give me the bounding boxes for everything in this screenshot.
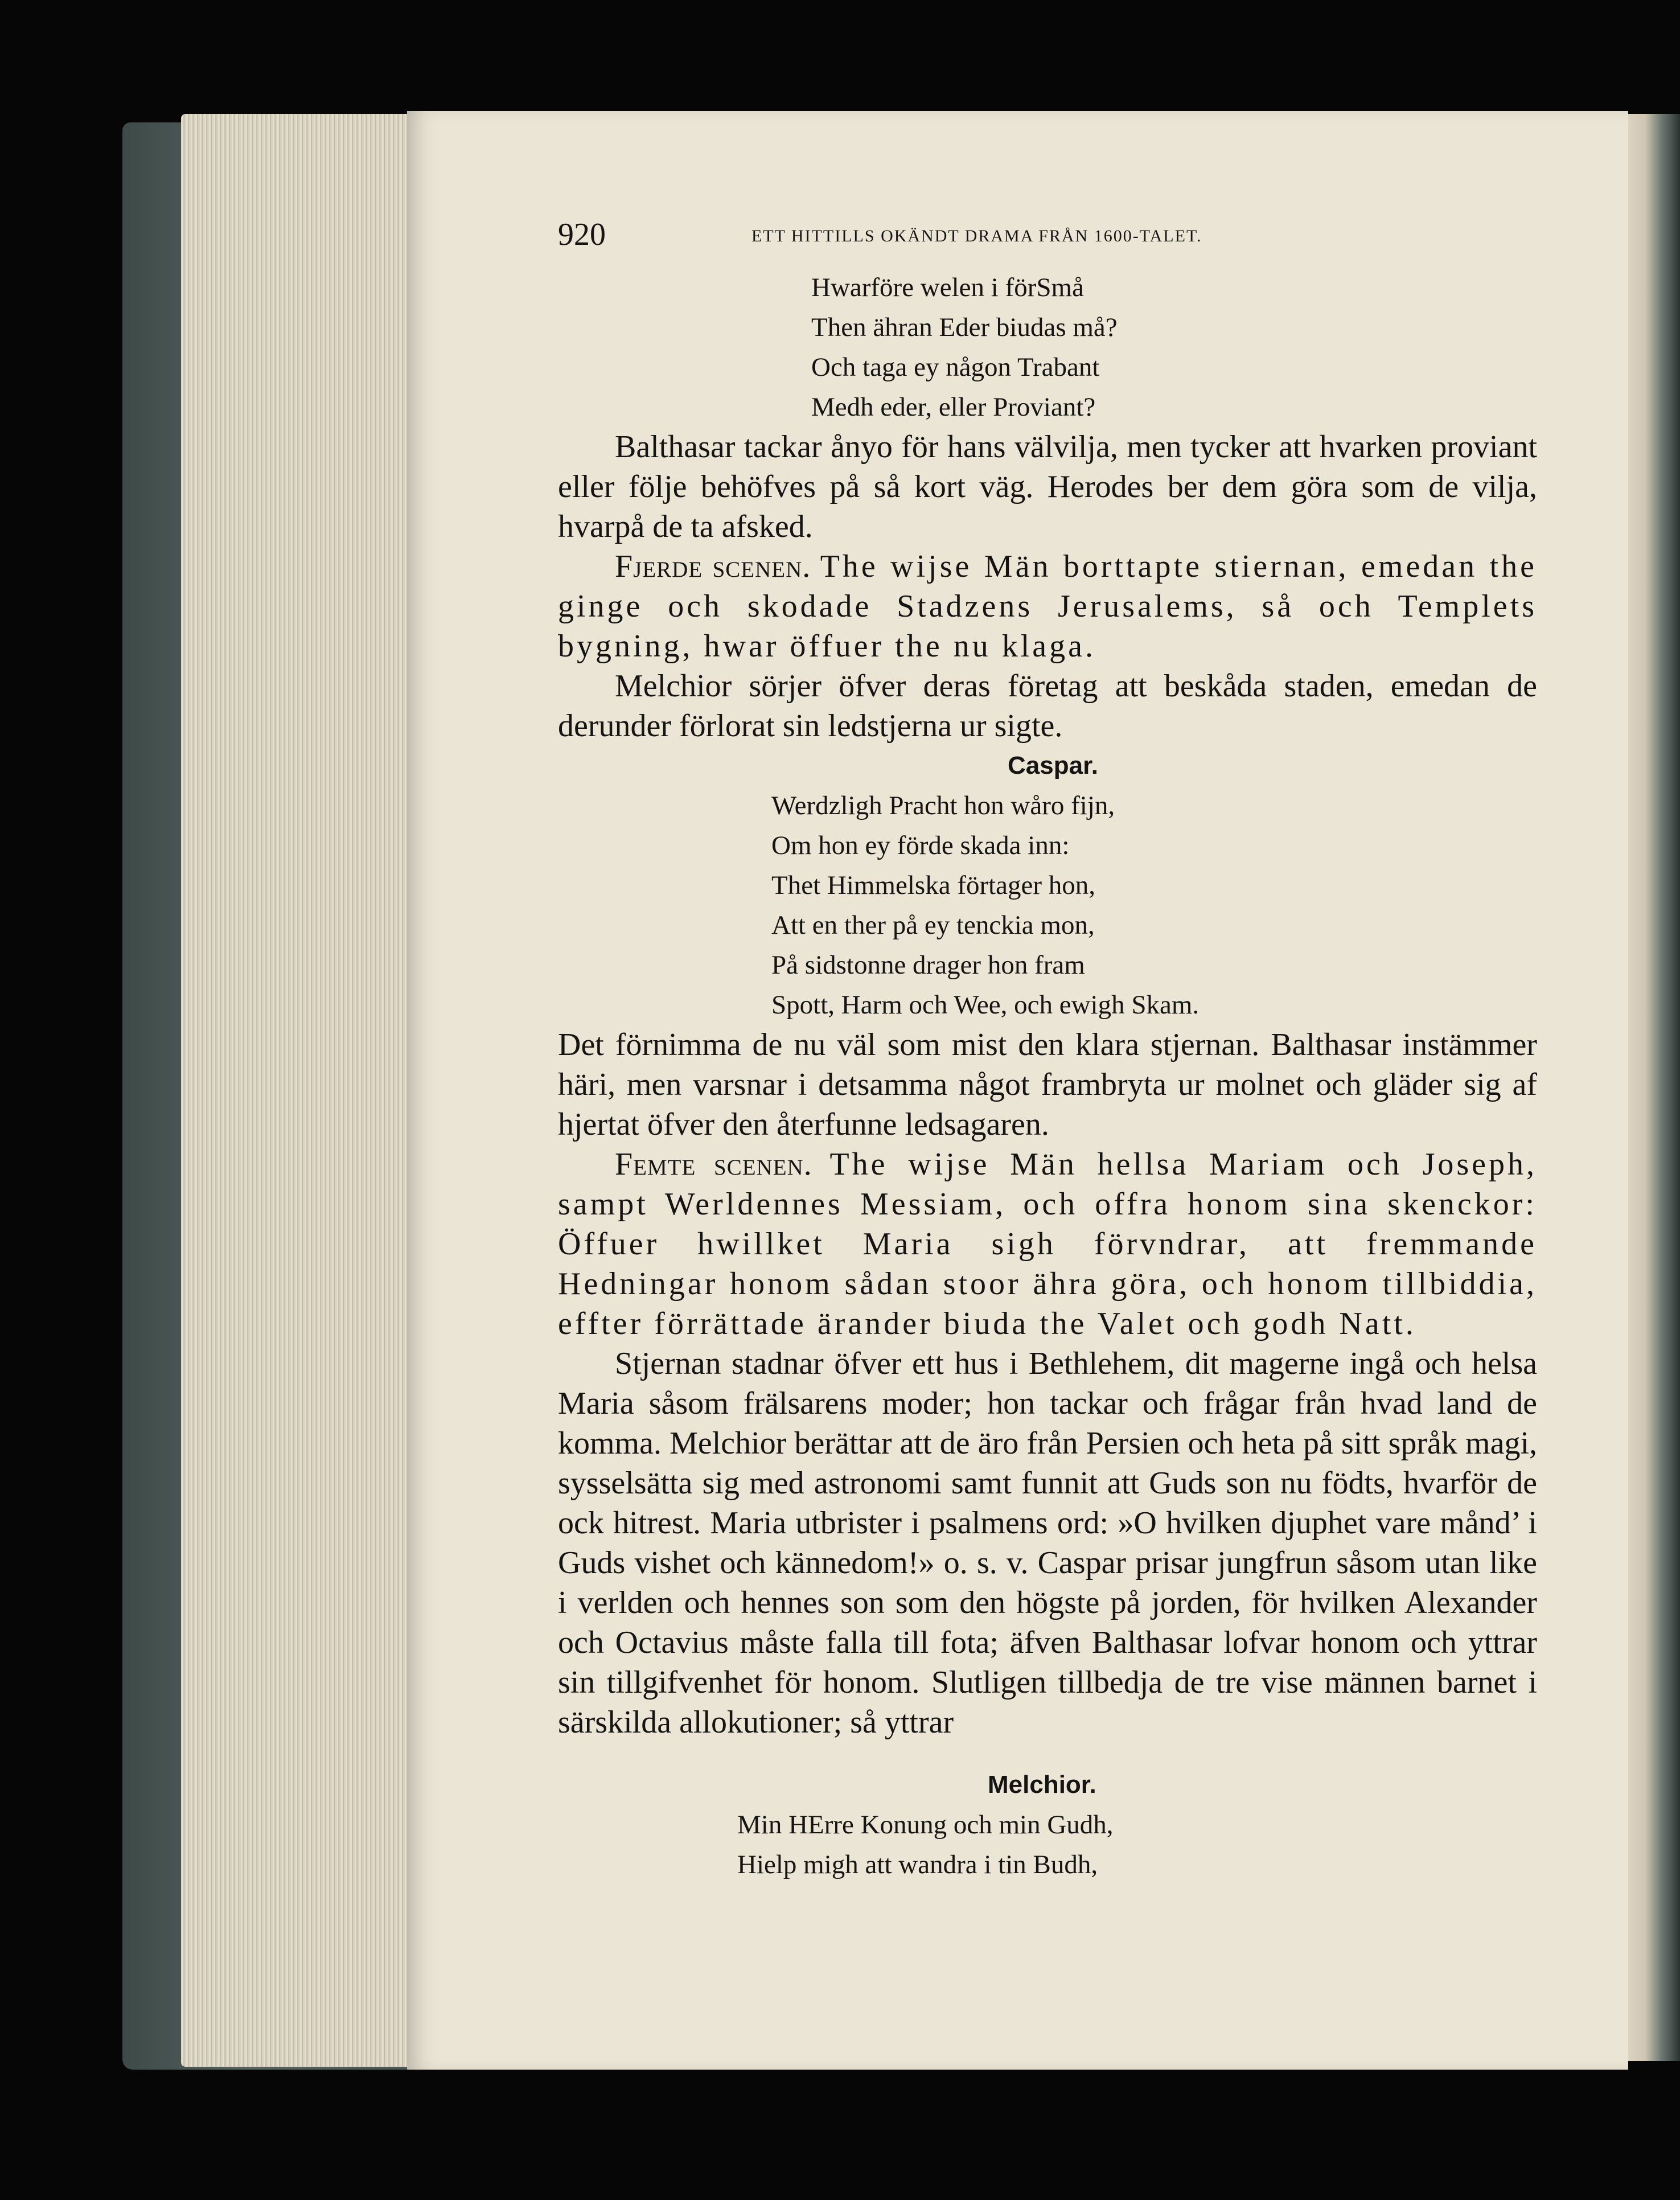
page-content (558, 216, 1537, 1885)
verse-line: Att en ther på ey tenckia mon, (771, 910, 1095, 940)
speaker-caspar: Caspar. (1008, 752, 1098, 779)
speaker-melchior: Melchior. (988, 1771, 1096, 1799)
verse-block-melchior (737, 1805, 1537, 1885)
verse-line: Thet Himmelska förtager hon, (771, 871, 1096, 900)
verse-line: Werdzligh Pracht hon wåro fijn, (771, 791, 1115, 820)
verse-block-caspar (771, 786, 1537, 1025)
scene-five (558, 1144, 1537, 1344)
scene-four (558, 547, 1537, 666)
verse-line: Och taga ey någon Trabant (811, 352, 1100, 382)
verse-line: Then ähran Eder biudas må? (811, 313, 1118, 342)
verse-block-top (811, 268, 1537, 427)
running-head: ETT HITTILLS OKÄNDT DRAMA FRÅN 1600-TALET. (751, 227, 1202, 245)
verse-line: Hielp migh att wandra i tin Budh, (737, 1850, 1098, 1879)
verse-line: På sidstonne drager hon fram (771, 950, 1085, 980)
paragraph-star: Det förnimma de nu väl som mist den klara stjernan. Balthasar instämmer häri, men varsnar i detsamma något frambryta ur molnet och gläder sig af hjertat öfver den återfunne ledsagaren. (558, 1027, 1537, 1142)
scene-five-text: The wijse Män hellsa Mariam och Joseph, sampt Werldennes Messiam, och offra honom sina skenckor: Öffuer hwillket Maria sigh förvndrar, att fremmande Hedningar honom sådan stoor ähra göra, och honom tillbiddia, effter förrättade ärander biuda the Valet och godh Natt. (558, 1147, 1538, 1341)
page-header (558, 216, 1537, 268)
scene-five-label: Femte scenen. (615, 1147, 812, 1182)
verse-line: Min HErre Konung och min Gudh, (737, 1810, 1114, 1840)
page-edges (181, 114, 420, 2067)
verse-line: Spott, Harm och Wee, och ewigh Skam. (771, 990, 1200, 1020)
verse-line: Om hon ey förde skada inn: (771, 831, 1070, 860)
paragraph-melchior: Melchior sörjer öfver deras företag att beskåda staden, emedan de derunder förlorat sin ledstjerna ur sigte. (558, 668, 1537, 744)
scene-four-label: Fjerde scenen. (615, 549, 811, 584)
scene-four-text: The wijse Män borttapte stiernan, emedan the ginge och skodade Stadzens Jerusalems, så och Templets bygning, hwar öffuer the nu klaga. (558, 549, 1538, 664)
verse-line: Medh eder, eller Proviant? (811, 392, 1096, 422)
paragraph-balthasar: Balthasar tackar ånyo för hans välvilja, men tycker att hvarken proviant eller följe behöfves på så kort väg. Herodes ber dem göra som de vilja, hvarpå de ta afsked. (558, 429, 1537, 544)
paragraph-bethlehem: Stjernan stadnar öfver ett hus i Bethlehem, dit magerne ingå och helsa Maria såsom frälsarens moder; hon tackar och frågar från hvad land de komma. Melchior berättar att de äro från Persien och heta på sitt språk magi, sysselsätta sig med astronomi samt funnit att Guds son nu födts, hvarför de ock hitrest. Maria utbrister i psalmens ord: »O hvilken djuphet vare månd’ i Guds vishet och kännedom!» o. s. v. Caspar prisar jungfrun såsom utan like i verlden och hennes son som den högste på jorden, för hvilken Alexander och Octavius måste falla till fota; äfven Balthasar lofvar honom och yttrar sin tillgifvenhet för honom. Slutligen tillbedja de tre vise männen barnet i särskilda allokutioner; så yttrar (558, 1346, 1537, 1740)
verse-line: Hwarföre welen i förSmå (811, 273, 1084, 302)
page-number: 920 (558, 217, 606, 252)
